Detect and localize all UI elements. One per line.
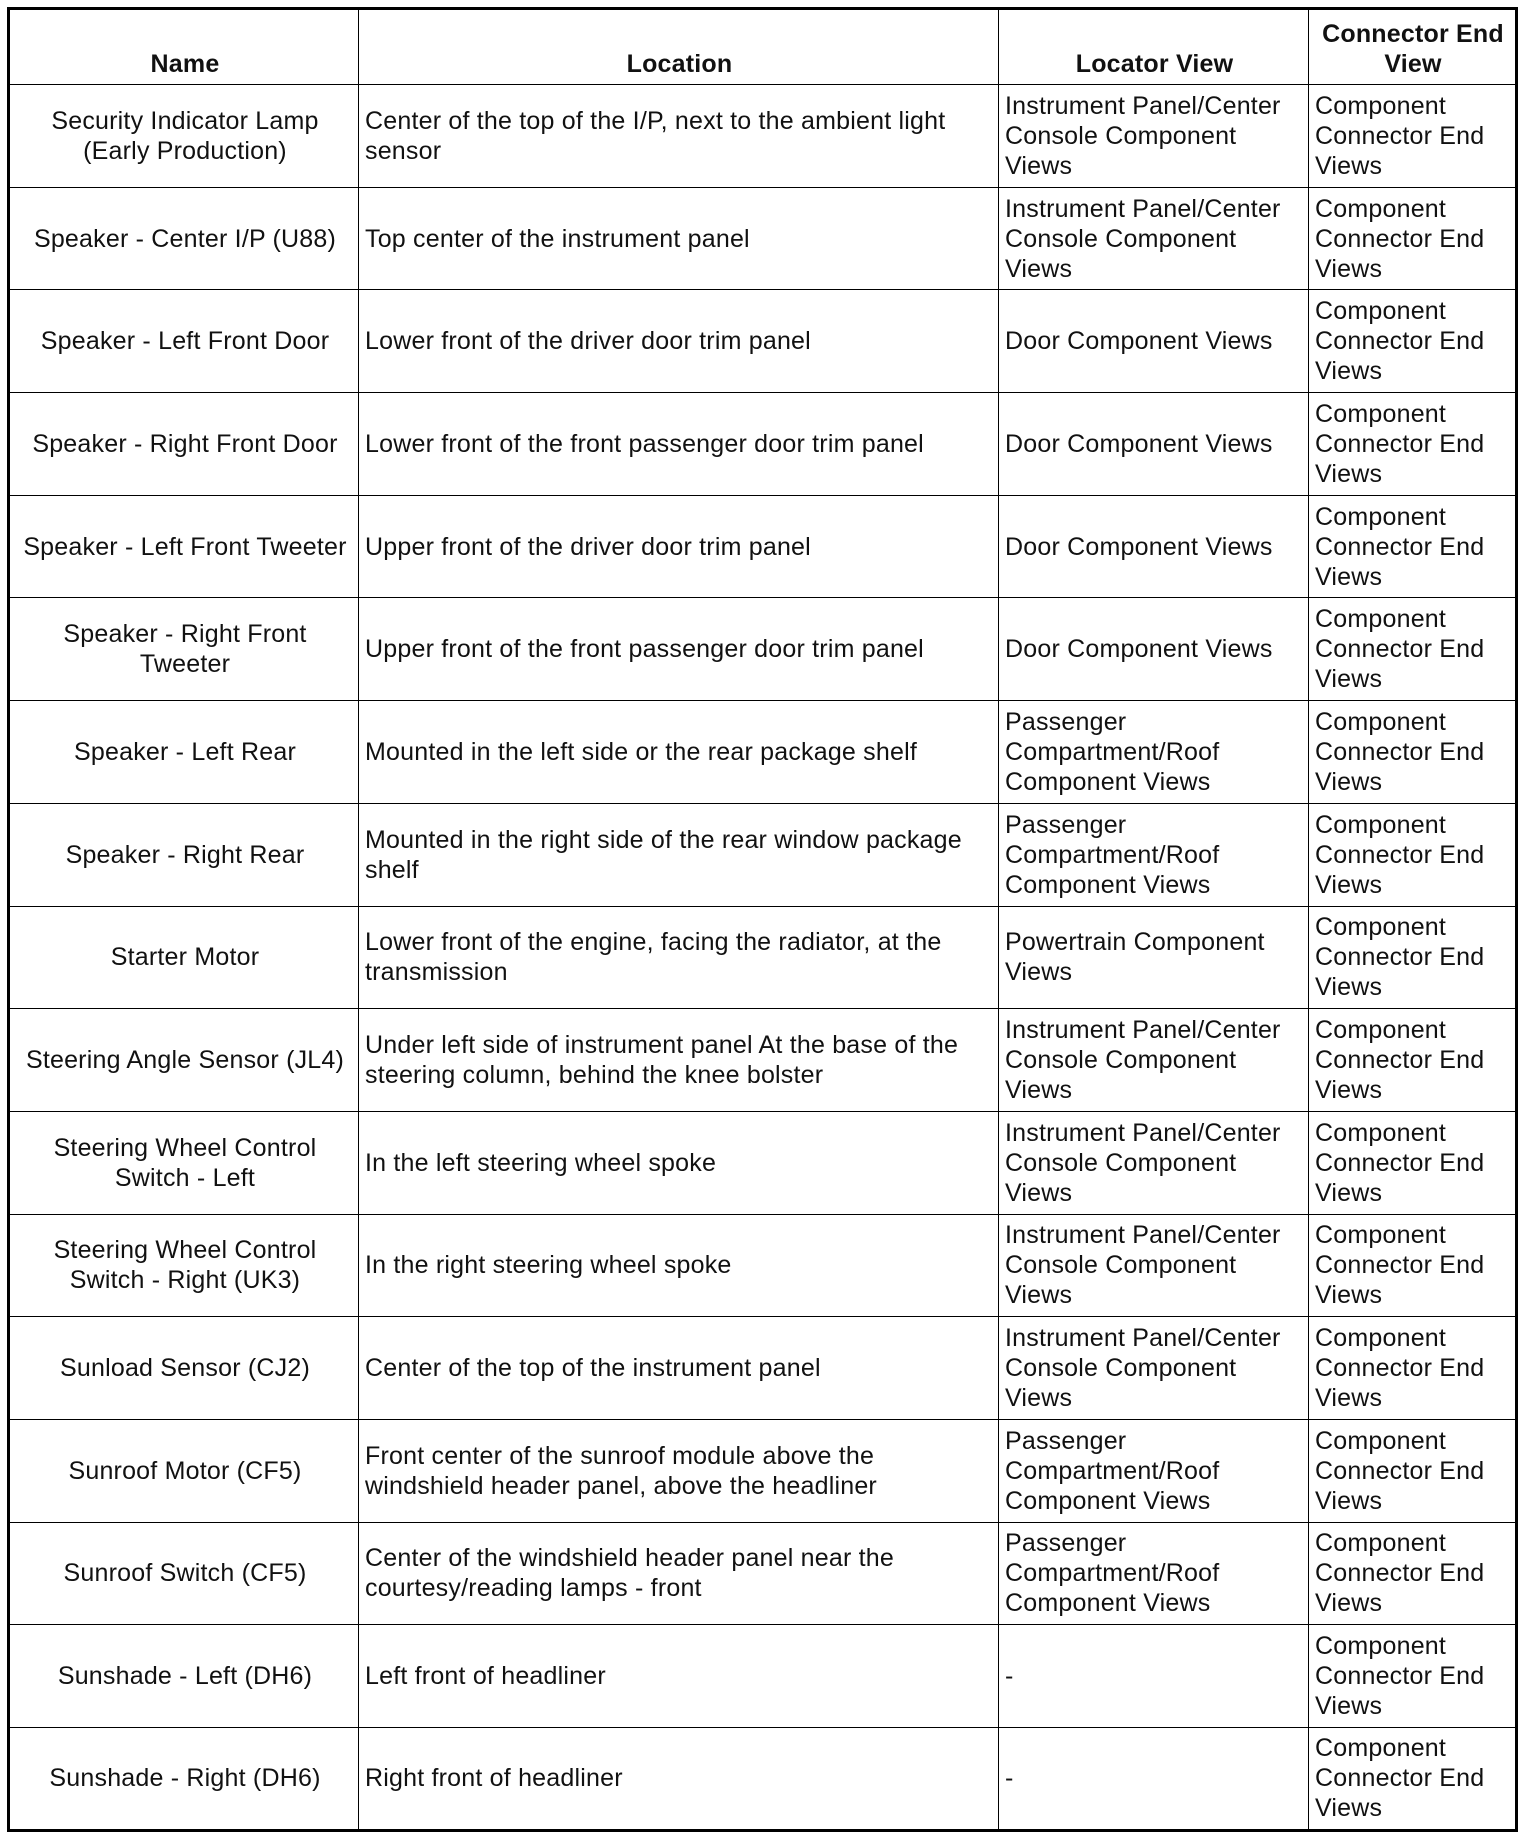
name-cell: Steering Angle Sensor (JL4) bbox=[9, 1009, 359, 1112]
locator-view-cell: Instrument Panel/Center Console Component Views bbox=[999, 1009, 1309, 1112]
name-cell: Speaker - Left Front Tweeter bbox=[9, 495, 359, 598]
name-cell: Sunroof Switch (CF5) bbox=[9, 1522, 359, 1625]
table-row bbox=[9, 1522, 1517, 1625]
name-cell: Sunshade - Left (DH6) bbox=[9, 1625, 359, 1728]
name-cell: Speaker - Right Rear bbox=[9, 803, 359, 906]
table-row bbox=[9, 598, 1517, 701]
location-cell: Center of the windshield header panel near the courtesy/reading lamps - front bbox=[359, 1522, 999, 1625]
table-row bbox=[9, 1111, 1517, 1214]
name-cell: Sunload Sensor (CJ2) bbox=[9, 1317, 359, 1420]
connector-end-view-cell: Component Connector End Views bbox=[1309, 1214, 1517, 1317]
locator-view-cell: - bbox=[999, 1625, 1309, 1728]
name-cell: Steering Wheel Control Switch - Left bbox=[9, 1111, 359, 1214]
connector-end-view-cell: Component Connector End Views bbox=[1309, 701, 1517, 804]
location-cell: In the left steering wheel spoke bbox=[359, 1111, 999, 1214]
connector-end-view-cell: Component Connector End Views bbox=[1309, 803, 1517, 906]
locator-view-cell: Passenger Compartment/Roof Component Views bbox=[999, 1522, 1309, 1625]
locator-view-cell: Door Component Views bbox=[999, 393, 1309, 496]
name-cell: Steering Wheel Control Switch - Right (UK3) bbox=[9, 1214, 359, 1317]
connector-end-view-cell: Component Connector End Views bbox=[1309, 1728, 1517, 1831]
table-row bbox=[9, 393, 1517, 496]
locator-view-cell: Door Component Views bbox=[999, 598, 1309, 701]
connector-end-view-cell: Component Connector End Views bbox=[1309, 1009, 1517, 1112]
connector-end-view-cell: Component Connector End Views bbox=[1309, 495, 1517, 598]
location-cell: Center of the top of the I/P, next to the ambient light sensor bbox=[359, 85, 999, 188]
table-row bbox=[9, 495, 1517, 598]
column-header-connector-end-view: Connector End View bbox=[1309, 9, 1517, 85]
locator-view-cell: Door Component Views bbox=[999, 290, 1309, 393]
location-cell: Lower front of the front passenger door trim panel bbox=[359, 393, 999, 496]
name-cell: Speaker - Left Rear bbox=[9, 701, 359, 804]
table-row bbox=[9, 1728, 1517, 1831]
location-cell: Lower front of the driver door trim panel bbox=[359, 290, 999, 393]
column-header-name: Name bbox=[9, 9, 359, 85]
table-row bbox=[9, 1419, 1517, 1522]
locator-view-cell: Passenger Compartment/Roof Component Views bbox=[999, 1419, 1309, 1522]
location-cell: Lower front of the engine, facing the radiator, at the transmission bbox=[359, 906, 999, 1009]
connector-end-view-cell: Component Connector End Views bbox=[1309, 1111, 1517, 1214]
locator-view-cell: - bbox=[999, 1728, 1309, 1831]
locator-view-cell: Instrument Panel/Center Console Component Views bbox=[999, 187, 1309, 290]
locator-view-cell: Instrument Panel/Center Console Component Views bbox=[999, 1214, 1309, 1317]
connector-end-view-cell: Component Connector End Views bbox=[1309, 1625, 1517, 1728]
name-cell: Security Indicator Lamp (Early Production) bbox=[9, 85, 359, 188]
connector-end-view-cell: Component Connector End Views bbox=[1309, 598, 1517, 701]
locator-view-cell: Powertrain Component Views bbox=[999, 906, 1309, 1009]
table-row bbox=[9, 701, 1517, 804]
table-row bbox=[9, 290, 1517, 393]
name-cell: Speaker - Right Front Tweeter bbox=[9, 598, 359, 701]
table-row bbox=[9, 1009, 1517, 1112]
connector-end-view-cell: Component Connector End Views bbox=[1309, 1317, 1517, 1420]
name-cell: Speaker - Center I/P (U88) bbox=[9, 187, 359, 290]
table-row bbox=[9, 1625, 1517, 1728]
name-cell: Sunroof Motor (CF5) bbox=[9, 1419, 359, 1522]
table-row bbox=[9, 906, 1517, 1009]
connector-end-view-cell: Component Connector End Views bbox=[1309, 1419, 1517, 1522]
locator-view-cell: Door Component Views bbox=[999, 495, 1309, 598]
location-cell: Upper front of the driver door trim panel bbox=[359, 495, 999, 598]
location-cell: Upper front of the front passenger door trim panel bbox=[359, 598, 999, 701]
connector-end-view-cell: Component Connector End Views bbox=[1309, 290, 1517, 393]
column-header-location: Location bbox=[359, 9, 999, 85]
table-row bbox=[9, 803, 1517, 906]
locator-view-cell: Instrument Panel/Center Console Component Views bbox=[999, 1317, 1309, 1420]
connector-end-view-cell: Component Connector End Views bbox=[1309, 906, 1517, 1009]
name-cell: Sunshade - Right (DH6) bbox=[9, 1728, 359, 1831]
table-row bbox=[9, 1214, 1517, 1317]
name-cell: Starter Motor bbox=[9, 906, 359, 1009]
locator-view-cell: Passenger Compartment/Roof Component Views bbox=[999, 701, 1309, 804]
location-cell: Under left side of instrument panel At the base of the steering column, behind the knee bolster bbox=[359, 1009, 999, 1112]
table-row bbox=[9, 187, 1517, 290]
table-body bbox=[9, 85, 1517, 1831]
locator-view-cell: Instrument Panel/Center Console Component Views bbox=[999, 85, 1309, 188]
location-cell: In the right steering wheel spoke bbox=[359, 1214, 999, 1317]
location-cell: Mounted in the right side of the rear window package shelf bbox=[359, 803, 999, 906]
location-cell: Front center of the sunroof module above the windshield header panel, above the headliner bbox=[359, 1419, 999, 1522]
table-row bbox=[9, 85, 1517, 188]
table-row bbox=[9, 1317, 1517, 1420]
connector-end-view-cell: Component Connector End Views bbox=[1309, 1522, 1517, 1625]
location-cell: Mounted in the left side or the rear package shelf bbox=[359, 701, 999, 804]
location-cell: Left front of headliner bbox=[359, 1625, 999, 1728]
locator-view-cell: Passenger Compartment/Roof Component Views bbox=[999, 803, 1309, 906]
location-cell: Right front of headliner bbox=[359, 1728, 999, 1831]
name-cell: Speaker - Left Front Door bbox=[9, 290, 359, 393]
connector-end-view-cell: Component Connector End Views bbox=[1309, 187, 1517, 290]
header-row bbox=[9, 9, 1517, 85]
column-header-locator-view: Locator View bbox=[999, 9, 1309, 85]
location-cell: Center of the top of the instrument panel bbox=[359, 1317, 999, 1420]
component-locator-table bbox=[7, 7, 1518, 1832]
connector-end-view-cell: Component Connector End Views bbox=[1309, 85, 1517, 188]
locator-view-cell: Instrument Panel/Center Console Component Views bbox=[999, 1111, 1309, 1214]
location-cell: Top center of the instrument panel bbox=[359, 187, 999, 290]
connector-end-view-cell: Component Connector End Views bbox=[1309, 393, 1517, 496]
name-cell: Speaker - Right Front Door bbox=[9, 393, 359, 496]
